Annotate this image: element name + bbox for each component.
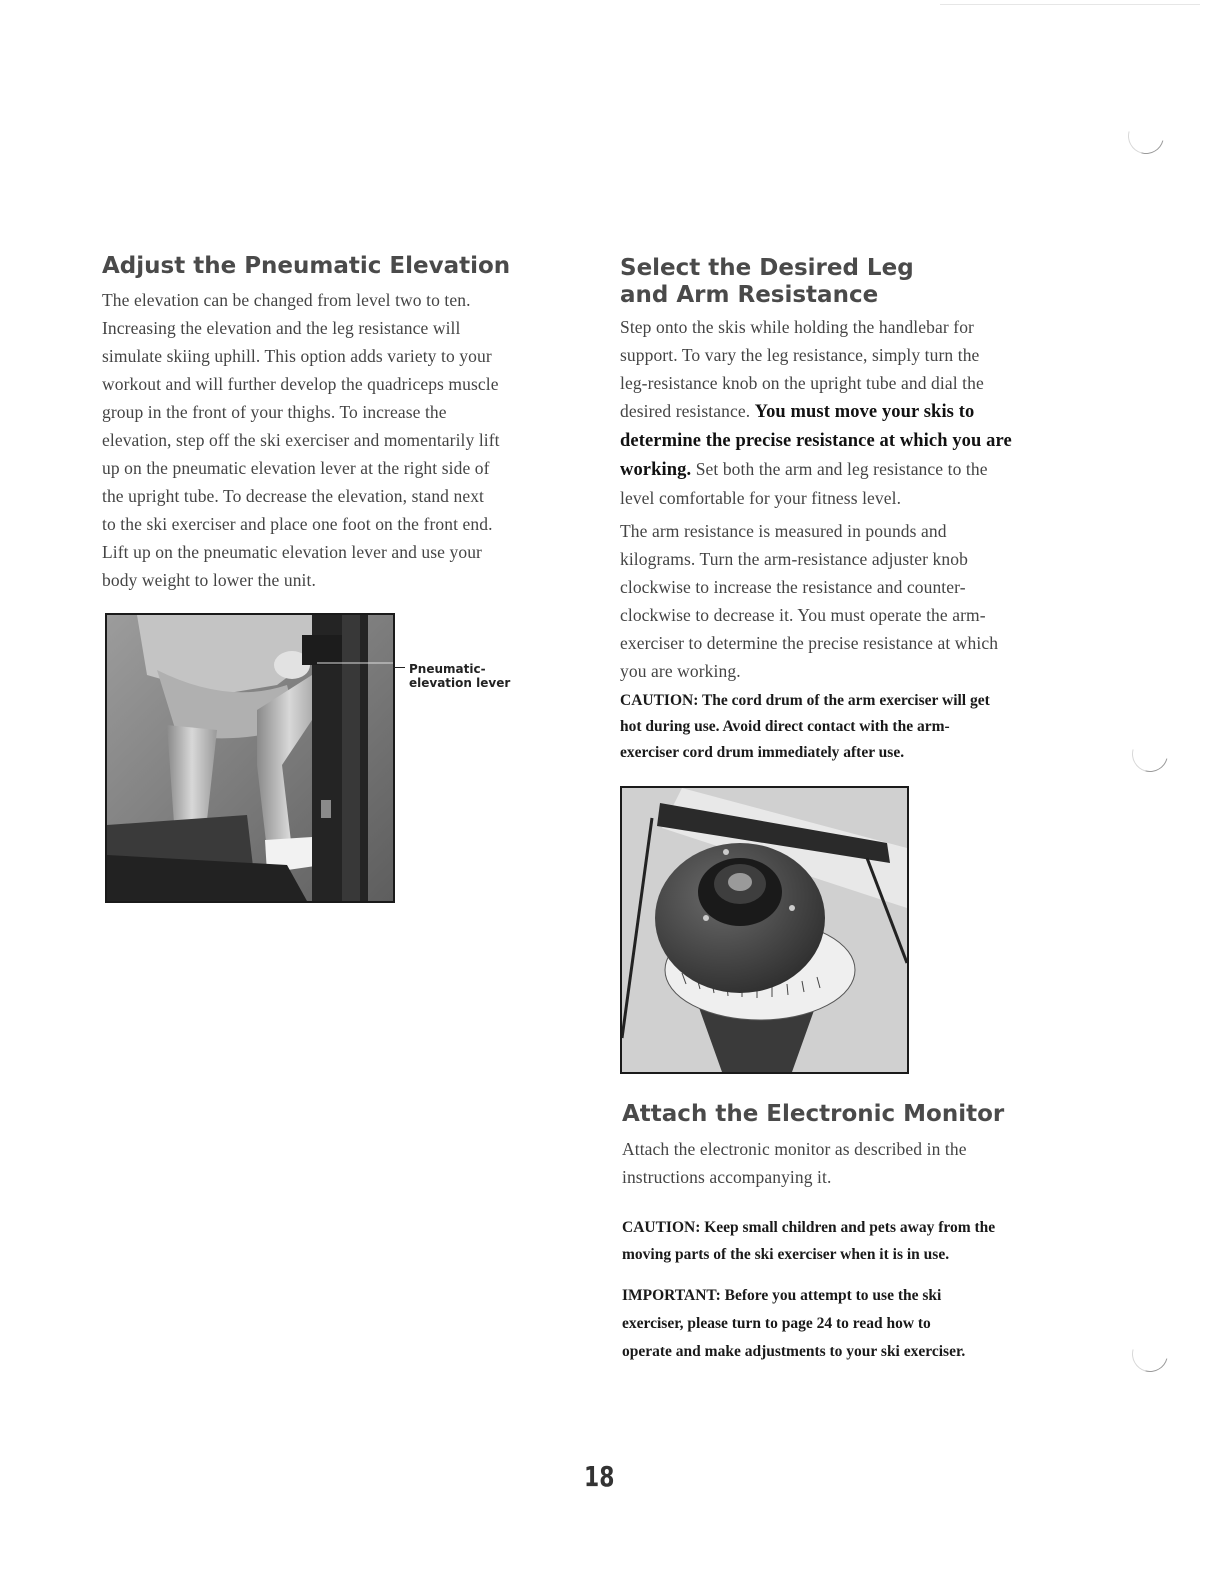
text-line: you are working. [620, 661, 741, 681]
text-line [620, 426, 1110, 455]
elevation-paragraph [102, 286, 582, 594]
text-line: level comfortable for your fitness level. [620, 488, 902, 508]
text-line: Lift up on the pneumatic elevation lever and use your [102, 542, 482, 562]
text-line: leg-resistance knob on the upright tube and dial the [620, 373, 984, 393]
text-line: Increasing the elevation and the leg resistance will [102, 318, 461, 338]
text-line: operate and make adjustments to your ski exerciser. [622, 1343, 966, 1360]
binder-hole-mark [1125, 729, 1174, 778]
top-edge-rule [940, 0, 1200, 5]
heading-line: Select the Desired Leg [620, 255, 914, 281]
emphasis-text: You must move your skis to [754, 402, 975, 422]
callout-line: Pneumatic- [409, 662, 486, 676]
text-line: support. To vary the leg resistance, simply turn the [620, 345, 980, 365]
text-line: The elevation can be changed from level two to ten. [102, 290, 471, 310]
text-line [620, 397, 1110, 426]
text-line: workout and will further develop the quadriceps muscle [102, 374, 499, 394]
text-line [620, 455, 1110, 484]
callout-elevation-lever [409, 662, 510, 690]
binder-hole-mark [1125, 1329, 1174, 1378]
callout-line: elevation lever [409, 676, 511, 690]
resistance-paragraph [620, 313, 1110, 512]
text-span: Set both the arm and leg resistance to the [691, 459, 988, 479]
text-line: to the ski exerciser and place one foot on the front end. [102, 514, 493, 534]
text-line: moving parts of the ski exerciser when it is in use. [622, 1246, 950, 1263]
text-line: simulate skiing uphill. This option adds variety to your [102, 346, 492, 366]
heading-line: and Arm Resistance [620, 282, 879, 308]
elevation-lever-photo [105, 613, 395, 903]
text-line: the upright tube. To decrease the elevation, stand next [102, 486, 485, 506]
cord-drum-illustration [622, 788, 907, 1072]
binder-hole-mark [1121, 111, 1170, 160]
text-line: exerciser cord drum immediately after use. [620, 744, 905, 761]
caution-cord-drum [620, 688, 1110, 766]
text-line: CAUTION: The cord drum of the arm exerciser will get [620, 692, 990, 709]
text-line: The arm resistance is measured in pounds and [620, 521, 947, 541]
text-line: IMPORTANT: Before you attempt to use the ski [622, 1287, 942, 1304]
text-line: Step onto the skis while holding the handlebar for [620, 317, 974, 337]
heading-select-resistance [620, 255, 914, 309]
text-line: elevation, step off the ski exerciser and momentarily lift [102, 430, 500, 450]
text-line: up on the pneumatic elevation lever at the right side of [102, 458, 490, 478]
text-line: exerciser to determine the precise resistance at which [620, 633, 999, 653]
heading-attach-monitor: Attach the Electronic Monitor [622, 1101, 1005, 1127]
text-line: clockwise to increase the resistance and counter- [620, 577, 966, 597]
text-line: CAUTION: Keep small children and pets away from the [622, 1219, 996, 1236]
elevation-lever-illustration [107, 615, 393, 901]
text-line: Attach the electronic monitor as described in the [622, 1139, 967, 1159]
text-line: hot during use. Avoid direct contact with the arm- [620, 718, 950, 735]
text-line: exerciser, please turn to page 24 to read how to [622, 1315, 931, 1332]
text-line: clockwise to decrease it. You must operate the arm- [620, 605, 986, 625]
arm-resistance-photo [620, 786, 909, 1074]
arm-resistance-paragraph [620, 517, 1110, 685]
text-line: group in the front of your thighs. To increase the [102, 402, 447, 422]
emphasis-text: working. [620, 460, 692, 480]
text-span: desired resistance. [620, 401, 755, 421]
caution-children-pets [622, 1214, 1112, 1268]
callout-leader-line [393, 667, 405, 668]
text-line: body weight to lower the unit. [102, 570, 316, 590]
heading-adjust-elevation: Adjust the Pneumatic Elevation [102, 253, 511, 279]
emphasis-text: determine the precise resistance at which you are [620, 431, 1012, 451]
text-line: kilograms. Turn the arm-resistance adjuster knob [620, 549, 968, 569]
page-number: 18 [584, 1460, 615, 1493]
text-line: instructions accompanying it. [622, 1167, 832, 1187]
monitor-paragraph [622, 1135, 1112, 1191]
important-notice [622, 1282, 1112, 1366]
